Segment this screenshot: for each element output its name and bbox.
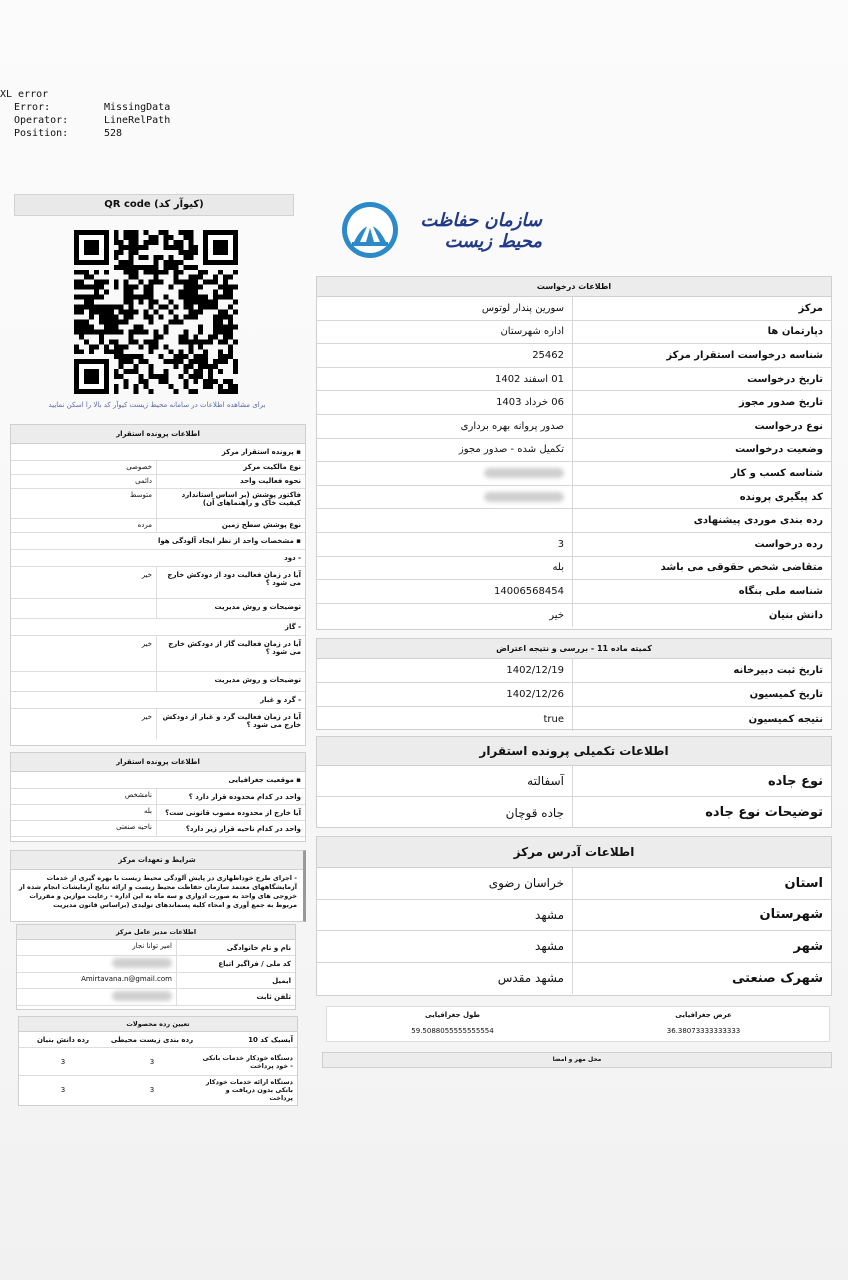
row-label: شهرک صنعتی bbox=[732, 970, 823, 986]
ranking-col-header: آیسیک کد 10 bbox=[248, 1035, 293, 1044]
table-row bbox=[317, 533, 831, 557]
row-label: واحد در کدام محدوده قرار دارد ؟ bbox=[188, 792, 301, 801]
smoke-title-text: دود bbox=[284, 554, 296, 562]
row-label: آیا خارج از محدوده مصوب قانونی ست؟ bbox=[165, 808, 301, 817]
row-value: اداره شهرستان bbox=[317, 321, 573, 344]
row-value: مشهد bbox=[317, 900, 573, 931]
ranking-table bbox=[18, 1016, 298, 1106]
request-info-header: اطلاعات درخواست bbox=[317, 277, 831, 297]
organization-name: سازمان حفاظت محیط زیست bbox=[420, 210, 542, 252]
row-value: نامشخص bbox=[11, 789, 157, 804]
file-info-header: اطلاعات پرونده استقرار bbox=[11, 425, 305, 444]
file-info-table bbox=[10, 424, 306, 746]
section-title: ▪ پرونده استقرار مرکز bbox=[11, 444, 305, 461]
row-label: واحد در کدام ناحیه قرار زیر دارد؟ bbox=[185, 824, 301, 833]
row-label: نحوه فعالیت واحد bbox=[240, 477, 301, 485]
table-row bbox=[11, 789, 305, 805]
conditions-header: شرایط و تعهدات مرکز bbox=[11, 851, 303, 870]
smoke-mgmt-row bbox=[11, 599, 305, 619]
address-header: اطلاعات آدرس مرکز bbox=[317, 837, 831, 868]
commission-table bbox=[316, 638, 832, 730]
table-row bbox=[317, 297, 831, 321]
table-row bbox=[17, 956, 295, 973]
row-label: شهر bbox=[793, 938, 823, 954]
seal-bar bbox=[322, 1052, 832, 1068]
section-title-text: موقعیت جغرافیایی bbox=[228, 776, 294, 784]
row-label: وضعیت درخواست bbox=[735, 444, 823, 456]
table-row bbox=[317, 368, 831, 392]
table-row bbox=[317, 963, 831, 995]
row-label: نوع پوشش سطح زمین bbox=[221, 521, 301, 529]
section-title-text: مشخصات واحد از نظر ایجاد آلودگی هوا bbox=[157, 537, 294, 545]
table-row bbox=[317, 868, 831, 900]
table-row bbox=[317, 509, 831, 533]
row-value: امیر توانا نجار bbox=[17, 940, 177, 955]
row-label: مرکز bbox=[798, 302, 823, 314]
smoke-question: آیا در زمان فعالیت دود از دودکش خارج می شود ؟ bbox=[167, 571, 301, 587]
row-label: نام و نام خانوادگی bbox=[226, 943, 291, 952]
redacted-value bbox=[112, 991, 172, 1001]
latitude-label: عرض جغرافیایی bbox=[675, 1011, 732, 1019]
redacted-value bbox=[484, 468, 564, 478]
row-label: دپارتمان ها bbox=[767, 326, 823, 338]
mgmt-label: توضیحات و روش مدیریت bbox=[214, 676, 301, 684]
row-value: مشهد مقدس bbox=[317, 963, 573, 995]
section-title: ▪ مشخصات واحد از نظر ایجاد آلودگی هوا bbox=[11, 533, 305, 550]
table-row bbox=[17, 940, 295, 956]
gas-question: آیا در زمان فعالیت گاز از دودکش خارج می شود ؟ bbox=[168, 640, 301, 656]
row-value: مرده bbox=[11, 519, 157, 532]
manager-table bbox=[16, 924, 296, 1010]
env-rank: 3 bbox=[149, 1086, 155, 1094]
row-value: صدور پروانه بهره برداری bbox=[317, 415, 573, 438]
row-label: تاریخ صدور مجوز bbox=[738, 397, 823, 409]
row-label: کد پیگیری پرونده bbox=[739, 491, 823, 503]
section-title: ▪ موقعیت جغرافیایی bbox=[11, 772, 305, 789]
table-row bbox=[317, 344, 831, 368]
row-value: بله bbox=[317, 557, 573, 580]
table-row bbox=[317, 766, 831, 797]
table-row bbox=[11, 519, 305, 533]
conditions-box bbox=[10, 850, 306, 922]
row-label: تلفن ثابت bbox=[256, 993, 291, 1001]
seal-label: محل مهر و امضا bbox=[552, 1056, 602, 1063]
longitude-value: 59.5088055555555554 bbox=[411, 1027, 494, 1035]
qr-caption: برای مشاهده اطلاعات در سامانه محیط زیست کیوآر کد بالا را اسکن نمایید bbox=[48, 401, 266, 409]
error-value: MissingData bbox=[104, 102, 171, 113]
dust-title-text: گرد و غبار bbox=[260, 696, 296, 704]
row-value: 3 bbox=[317, 533, 573, 556]
ranking-header: تعیین رده محصولات bbox=[19, 1017, 297, 1032]
row-label: فاکتور پوشش (بر اساس استاندارد کیفیت خاک و راهنماهای آن) bbox=[181, 491, 301, 507]
row-value: 01 اسفند 1402 bbox=[317, 368, 573, 391]
table-row bbox=[17, 989, 295, 1006]
row-value: 1402/12/19 bbox=[317, 659, 573, 682]
table-row bbox=[11, 461, 305, 475]
table-row bbox=[317, 797, 831, 828]
ranking-col-header: رده دانش بنیان bbox=[36, 1035, 90, 1044]
row-label: شناسه ملی بنگاه bbox=[738, 585, 823, 597]
row-label: نتیجه کمیسیون bbox=[748, 713, 823, 725]
commission-header: کمیته ماده 11 - بررسی و نتیجه اعتراض bbox=[317, 639, 831, 659]
product-name: دستگاه خودکار خدمات بانکی - خود پرداخت bbox=[202, 1053, 293, 1070]
row-value: 14006568454 bbox=[317, 580, 573, 603]
row-label: شناسه درخواست استقرار مرکز bbox=[666, 349, 823, 361]
row-label: رده درخواست bbox=[754, 538, 823, 550]
geo-info-table bbox=[10, 752, 306, 842]
row-value: ناحیه صنعتی bbox=[11, 821, 157, 836]
row-value: Amirtavana.n@gmail.com bbox=[17, 973, 177, 988]
qr-code-image bbox=[74, 230, 238, 394]
env-rank: 3 bbox=[149, 1057, 155, 1066]
row-value: جاده قوچان bbox=[317, 797, 573, 828]
error-value: 528 bbox=[104, 128, 123, 139]
table-row bbox=[317, 486, 831, 510]
row-value: بله bbox=[11, 805, 157, 820]
row-value: خیر bbox=[317, 604, 573, 628]
address-table bbox=[316, 836, 832, 996]
smoke-row bbox=[11, 567, 305, 599]
smoke-answer: خیر bbox=[11, 567, 157, 598]
table-row bbox=[11, 475, 305, 489]
error-key: Operator: bbox=[14, 115, 69, 126]
row-value: آسفالته bbox=[317, 766, 573, 796]
gas-answer: خیر bbox=[11, 636, 157, 671]
row-label: کد ملی / فراگیر اتباع bbox=[218, 960, 291, 968]
gas-title: - گاز bbox=[11, 619, 305, 636]
table-row bbox=[317, 391, 831, 415]
manager-header: اطلاعات مدیر عامل مرکز bbox=[17, 925, 295, 940]
row-value: 06 خرداد 1403 bbox=[317, 391, 573, 414]
request-info-table bbox=[316, 276, 832, 630]
row-label: نوع مالکیت مرکز bbox=[243, 463, 301, 471]
row-label: ایمیل bbox=[272, 976, 291, 985]
row-value: متوسط bbox=[11, 489, 157, 518]
gas-title-text: گاز bbox=[284, 623, 296, 631]
row-label: رده بندی موردی پیشنهادی bbox=[693, 515, 823, 527]
ranking-col-header: رده بندی زیست محیطی bbox=[110, 1035, 194, 1044]
redacted-value bbox=[484, 492, 564, 502]
row-label: متقاضی شخص حقوقی می باشد bbox=[660, 562, 823, 574]
row-label: تاریخ درخواست bbox=[747, 373, 823, 385]
table-row bbox=[11, 821, 305, 837]
dust-title: - گرد و غبار bbox=[11, 692, 305, 709]
table-row bbox=[317, 415, 831, 439]
row-value: 25462 bbox=[317, 344, 573, 367]
dust-answer: خیر bbox=[11, 709, 157, 739]
error-key: Position: bbox=[14, 128, 69, 139]
mgmt-label: توضیحات و روش مدیریت bbox=[214, 603, 301, 611]
table-row bbox=[317, 900, 831, 932]
row-label: تاریخ کمیسیون bbox=[749, 689, 823, 700]
table-row bbox=[17, 973, 295, 989]
row-value: سورین پندار لوتوس bbox=[317, 297, 573, 320]
smoke-title: - دود bbox=[11, 550, 305, 567]
longitude-label: طول جغرافیایی bbox=[424, 1011, 481, 1019]
section-title-text: پرونده استقرار مرکز bbox=[221, 448, 294, 456]
table-row bbox=[317, 931, 831, 963]
geo-info-header: اطلاعات پرونده استقرار bbox=[11, 753, 305, 772]
gas-row bbox=[11, 636, 305, 672]
table-row bbox=[317, 604, 831, 628]
row-value bbox=[317, 486, 573, 509]
kb-rank: 3 bbox=[60, 1086, 66, 1094]
table-row bbox=[317, 659, 831, 683]
row-value bbox=[317, 509, 573, 532]
qr-title: (کیوآر کد) QR code bbox=[14, 194, 294, 216]
row-label: شناسه کسب و کار bbox=[730, 467, 823, 479]
table-row bbox=[317, 707, 831, 731]
row-value bbox=[317, 462, 573, 485]
coordinates-table bbox=[326, 1006, 830, 1042]
table-row bbox=[11, 489, 305, 519]
kb-rank: 3 bbox=[60, 1057, 66, 1066]
row-label: شهرستان bbox=[759, 907, 823, 923]
row-value: خراسان رضوی bbox=[317, 868, 573, 899]
row-value bbox=[17, 956, 177, 972]
error-title: XL error bbox=[0, 89, 49, 100]
row-value bbox=[17, 989, 177, 1005]
row-value: true bbox=[317, 707, 573, 731]
table-row bbox=[317, 580, 831, 604]
conditions-text: - اجرای طرح خوداظهاری در پایش آلودگی محیط زیست با بهره گیری از خدمات آزمایشگاههای معتمد سازمان حفاظت محیط زیست و ارائه نتایج آزمایشات انجام شده از خروجی های واحد به صورت ادواری و سه ماه به این اداره - رعایت موازین و مقررات مربوط به جمع آوری و امحاء کلیه پسماندهای تولیدی (براساس قانون مدیریت bbox=[18, 874, 297, 909]
latitude-value: 36.38073333333333 bbox=[666, 1027, 741, 1035]
row-value: خصوصی bbox=[11, 461, 157, 474]
dust-row bbox=[11, 709, 305, 739]
extra-info-header: اطلاعات تکمیلی پرونده استقرار bbox=[317, 737, 831, 766]
error-key: Error: bbox=[14, 102, 51, 113]
row-value: 1402/12/26 bbox=[317, 683, 573, 706]
table-row bbox=[317, 321, 831, 345]
table-row bbox=[317, 439, 831, 463]
table-row bbox=[19, 1076, 297, 1104]
render-error-block bbox=[0, 88, 170, 140]
row-value: مشهد bbox=[317, 931, 573, 962]
row-label: نوع جاده bbox=[767, 773, 823, 789]
row-value: تکمیل شده - صدور مجوز bbox=[317, 439, 573, 462]
dust-question: آیا در زمان فعالیت گرد و غبار از دودکش خارج می شود ؟ bbox=[162, 713, 301, 729]
row-value: دائمی bbox=[11, 475, 157, 488]
mgmt-value bbox=[11, 599, 157, 618]
ranking-col-header-row bbox=[19, 1032, 297, 1048]
table-row bbox=[11, 805, 305, 821]
table-row bbox=[317, 462, 831, 486]
row-label: توضیحات نوع جاده bbox=[705, 805, 823, 820]
mgmt-value bbox=[11, 672, 157, 691]
redacted-value bbox=[112, 958, 172, 968]
longitude-cell bbox=[327, 1007, 578, 1041]
product-name: دستگاه ارائه خدمات خودکار بانکی بدون دریافت و پرداخت bbox=[205, 1078, 293, 1102]
doe-logo-icon bbox=[340, 198, 400, 262]
latitude-cell bbox=[578, 1007, 829, 1041]
table-row bbox=[317, 557, 831, 581]
extra-info-table bbox=[316, 736, 832, 828]
table-row bbox=[19, 1048, 297, 1076]
row-label: تاریخ ثبت دبیرخانه bbox=[733, 665, 823, 676]
gas-mgmt-row bbox=[11, 672, 305, 692]
table-row bbox=[317, 683, 831, 707]
row-label: نوع درخواست bbox=[754, 420, 823, 432]
error-value: LineRelPath bbox=[104, 115, 171, 126]
row-label: دانش بنیان bbox=[768, 610, 823, 622]
row-label: استان bbox=[784, 875, 823, 891]
